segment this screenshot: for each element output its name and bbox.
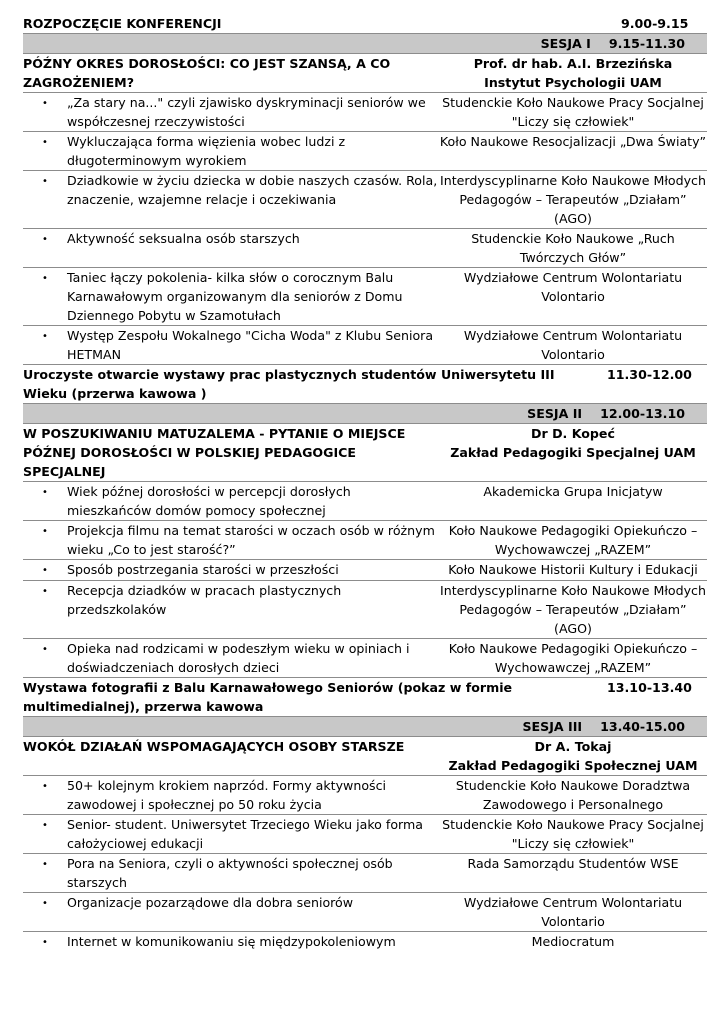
agenda-item <box>23 854 707 893</box>
session-chair: Prof. dr hab. A.I. Brzezińska <box>473 56 673 71</box>
break-row <box>23 365 707 404</box>
bullet-icon: • <box>42 176 48 187</box>
session-chair-unit: Zakład Pedagogiki Społecznej UAM <box>448 758 698 773</box>
bullet-icon: • <box>42 820 48 831</box>
session-time: 13.40-15.00 <box>600 719 685 734</box>
session-1-bar <box>23 34 707 54</box>
agenda-item-title: Projekcja filmu na temat starości w oczach osób w różnym wieku „Co to jest starość?” <box>67 523 435 557</box>
session-topic: WOKÓŁ DZIAŁAŃ WSPOMAGAJĄCYCH OSOBY STARSZE <box>23 739 405 754</box>
agenda-item-title: Aktywność seksualna osób starszych <box>67 231 300 246</box>
session-topic: W POSZUKIWANIU MATUZALEMA - PYTANIE O MIEJSCE PÓŹNEJ DOROSŁOŚCI W POLSKIEJ PEDAGOGICE SPECJALNEJ <box>23 426 406 479</box>
agenda-item <box>23 893 707 932</box>
agenda-item <box>23 639 707 678</box>
session-chair-block <box>439 424 707 481</box>
opening-title: ROZPOCZĘCIE KONFERENCJI <box>23 16 222 31</box>
agenda-item <box>23 521 707 560</box>
session-3-topic-row <box>23 737 707 776</box>
agenda-item-organizer: Wydziałowe Centrum Wolontariatu Volontario <box>463 270 683 304</box>
agenda-item <box>23 326 707 365</box>
agenda-item-title: Wiek późnej dorosłości w percepcji dorosłych mieszkańców domów pomocy społecznej <box>67 484 351 518</box>
agenda-item-organizer: Koło Naukowe Pedagogiki Opiekuńczo – Wychowawczej „RAZEM” <box>448 523 698 557</box>
agenda-item <box>23 93 707 132</box>
agenda-item <box>23 560 707 581</box>
session-2-bar <box>23 404 707 424</box>
agenda-item <box>23 171 707 229</box>
bullet-icon: • <box>42 487 48 498</box>
agenda-item-title: „Za stary na..." czyli zjawisko dyskryminacji seniorów we współczesnej rzeczywistości <box>67 95 426 129</box>
agenda-item-title: Organizacje pozarządowe dla dobra seniorów <box>67 895 354 910</box>
agenda-item-organizer: Interdyscyplinarne Koło Naukowe Młodych Pedagogów – Terapeutów „Działam” (AGO) <box>440 583 706 636</box>
agenda-item-organizer: Studenckie Koło Naukowe Doradztwa Zawodowego i Personalnego <box>455 778 691 812</box>
session-chair-block <box>439 54 707 92</box>
agenda-item-organizer: Rada Samorządu Studentów WSE <box>467 856 679 871</box>
session-label: SESJA II <box>527 406 583 421</box>
bullet-icon: • <box>42 273 48 284</box>
agenda-item-title: Senior- student. Uniwersytet Trzeciego Wieku jako forma całożyciowej edukacji <box>67 817 423 851</box>
break-text: Wystawa fotografii z Balu Karnawałowego Seniorów (pokaz w formie multimedialnej), przerwa kawowa <box>23 680 513 714</box>
agenda-item-organizer: Koło Naukowe Pedagogiki Opiekuńczo – Wychowawczej „RAZEM” <box>448 641 698 675</box>
agenda-item-title: Pora na Seniora, czyli o aktywności społecznej osób starszych <box>67 856 393 890</box>
opening-row <box>23 8 707 34</box>
session-chair-unit: Instytut Psychologii UAM <box>484 75 662 90</box>
agenda-item-organizer: Mediocratum <box>531 934 615 949</box>
bullet-icon: • <box>42 526 48 537</box>
break-time: 13.10-13.40 <box>607 680 692 695</box>
break-text: Uroczyste otwarcie wystawy prac plastycznych studentów Uniwersytetu III Wieku (przerwa kawowa ) <box>23 367 555 401</box>
bullet-icon: • <box>42 98 48 109</box>
bullet-icon: • <box>42 898 48 909</box>
session-chair-unit: Zakład Pedagogiki Specjalnej UAM <box>450 445 696 460</box>
agenda-item <box>23 776 707 815</box>
opening-time: 9.00-9.15 <box>621 16 689 31</box>
agenda-item-title: Recepcja dziadków w pracach plastycznych przedszkolaków <box>67 583 342 617</box>
agenda-item <box>23 268 707 326</box>
agenda-item <box>23 932 707 952</box>
bullet-icon: • <box>42 781 48 792</box>
agenda-item <box>23 229 707 268</box>
agenda-item-organizer: Wydziałowe Centrum Wolontariatu Volontario <box>463 895 683 929</box>
agenda-item <box>23 581 707 639</box>
agenda-item-title: Dziadkowie w życiu dziecka w dobie naszych czasów. Rola, znaczenie, wzajemne relacje i oczekiwania <box>67 173 438 207</box>
agenda-item-organizer: Studenckie Koło Naukowe „Ruch Twórczych Głów” <box>471 231 675 265</box>
agenda-item-title: Sposób postrzegania starości w przeszłości <box>67 562 339 577</box>
session-chair: Dr D. Kopeć <box>531 426 615 441</box>
bullet-icon: • <box>42 331 48 342</box>
agenda-item <box>23 132 707 171</box>
session-1-topic-row <box>23 54 707 93</box>
agenda-item-organizer: Interdyscyplinarne Koło Naukowe Młodych Pedagogów – Terapeutów „Działam” (AGO) <box>440 173 706 226</box>
bullet-icon: • <box>42 586 48 597</box>
session-chair-block <box>439 737 707 775</box>
session-chair: Dr A. Tokaj <box>534 739 612 754</box>
session-label: SESJA I <box>540 36 591 51</box>
session-3-bar <box>23 717 707 737</box>
agenda-item-organizer: Koło Naukowe Resocjalizacji „Dwa Światy” <box>439 134 707 149</box>
bullet-icon: • <box>42 137 48 148</box>
session-time: 9.15-11.30 <box>608 36 685 51</box>
bullet-icon: • <box>42 234 48 245</box>
bullet-icon: • <box>42 859 48 870</box>
agenda-item-title: Opieka nad rodzicami w podeszłym wieku w opiniach i doświadczeniach dorosłych dzieci <box>67 641 410 675</box>
agenda-item <box>23 815 707 854</box>
agenda-item-organizer: Studenckie Koło Naukowe Pracy Socjalnej "Liczy się człowiek" <box>442 817 704 851</box>
agenda-item-organizer: Akademicka Grupa Inicjatyw <box>483 484 663 499</box>
agenda-item-organizer: Studenckie Koło Naukowe Pracy Socjalnej "Liczy się człowiek" <box>442 95 704 129</box>
bullet-icon: • <box>42 937 48 948</box>
conference-programme <box>23 8 707 952</box>
agenda-item-title: Wykluczająca forma więzienia wobec ludzi z długoterminowym wyrokiem <box>67 134 346 168</box>
session-topic: PÓŹNY OKRES DOROSŁOŚCI: CO JEST SZANSĄ, A CO ZAGROŻENIEM? <box>23 56 391 90</box>
agenda-item <box>23 482 707 521</box>
session-2-topic-row <box>23 424 707 482</box>
agenda-item-title: Występ Zespołu Wokalnego "Cicha Woda" z Klubu Seniora HETMAN <box>67 328 434 362</box>
bullet-icon: • <box>42 644 48 655</box>
agenda-item-organizer: Koło Naukowe Historii Kultury i Edukacji <box>448 562 698 577</box>
agenda-item-title: 50+ kolejnym krokiem naprzód. Formy aktywności zawodowej i społecznej po 50 roku życia <box>67 778 387 812</box>
session-label: SESJA III <box>522 719 583 734</box>
bullet-icon: • <box>42 565 48 576</box>
break-time: 11.30-12.00 <box>607 367 692 382</box>
session-time: 12.00-13.10 <box>600 406 685 421</box>
agenda-item-title: Internet w komunikowaniu się międzypokoleniowym <box>67 934 396 949</box>
break-row <box>23 678 707 717</box>
agenda-item-title: Taniec łączy pokolenia- kilka słów o corocznym Balu Karnawałowym organizowanym dla seniorów z Domu Dziennego Pobytu w Szamotułach <box>67 270 403 323</box>
agenda-item-organizer: Wydziałowe Centrum Wolontariatu Volontario <box>463 328 683 362</box>
